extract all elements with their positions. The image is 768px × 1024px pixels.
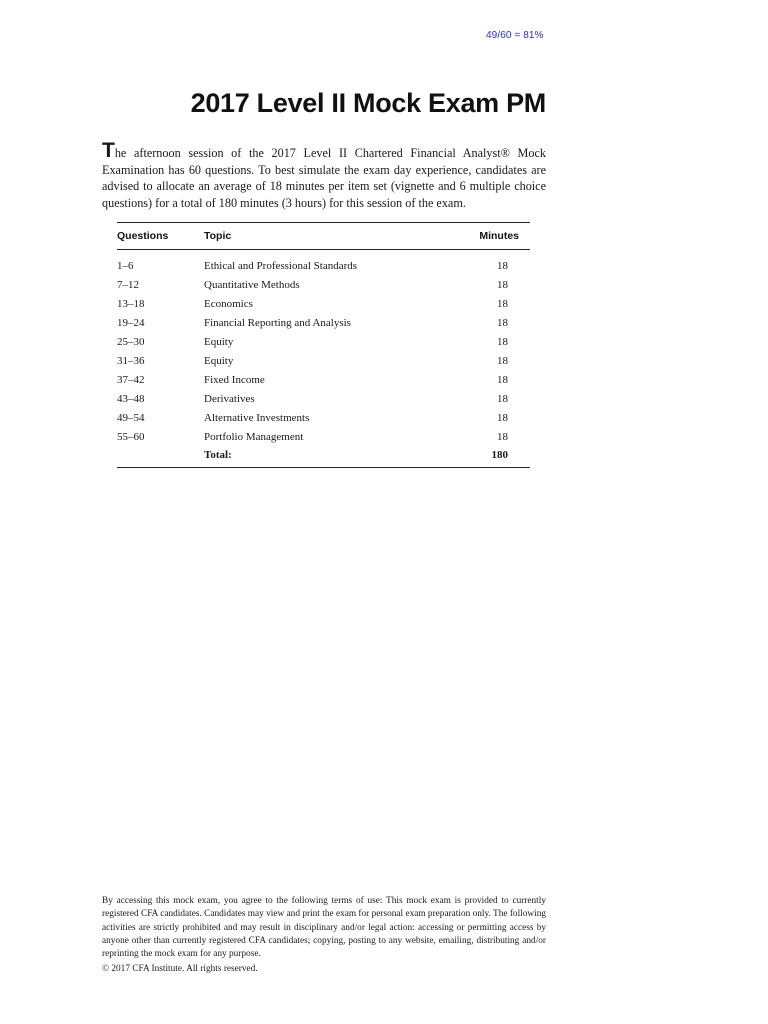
total-minutes: 180 <box>491 449 508 461</box>
header-questions: Questions <box>117 230 169 242</box>
table-header-row <box>117 223 530 250</box>
score-annotation: 49/60 = 81% <box>486 30 544 41</box>
cell-minutes: 18 <box>497 297 508 310</box>
cell-minutes: 18 <box>497 373 508 386</box>
table-row <box>117 370 530 389</box>
table-row <box>117 332 530 351</box>
page-title: 2017 Level II Mock Exam PM <box>190 88 546 118</box>
cell-minutes: 18 <box>497 259 508 272</box>
cell-minutes: 18 <box>497 316 508 329</box>
intro-paragraph <box>102 139 546 211</box>
cell-minutes: 18 <box>497 392 508 405</box>
header-minutes: Minutes <box>479 230 519 242</box>
cell-topic: Fixed Income <box>204 373 265 386</box>
cell-questions: 19–24 <box>117 316 145 329</box>
cell-questions: 1–6 <box>117 259 134 272</box>
table-row <box>117 427 530 446</box>
table-row <box>117 389 530 408</box>
cell-topic: Portfolio Management <box>204 430 304 443</box>
table-row <box>117 250 530 276</box>
table-row <box>117 351 530 370</box>
table-row <box>117 408 530 427</box>
cell-topic: Equity <box>204 354 234 367</box>
terms-of-use: By accessing this mock exam, you agree to the following terms of use: This mock exam is provided to currently registered CFA candidates. Candidates may view and print the exam for personal exam preparation only. The following activities are strictly prohibited and may result in disciplinary and/or legal action: accessing or permitting access by anyone other than currently registered CFA candidates; copying, posting to any website, emailing, distributing and/or reprinting the mock exam for any purpose. <box>102 896 546 960</box>
cell-minutes: 18 <box>497 354 508 367</box>
cell-minutes: 18 <box>497 335 508 348</box>
intro-dropcap: T <box>102 139 115 162</box>
cell-topic: Economics <box>204 297 253 310</box>
cell-topic: Ethical and Professional Standards <box>204 259 358 272</box>
header-topic: Topic <box>204 230 232 242</box>
cell-questions: 13–18 <box>117 297 145 310</box>
cell-questions: 37–42 <box>117 373 145 386</box>
cell-minutes: 18 <box>497 411 508 424</box>
cell-questions: 49–54 <box>117 411 145 424</box>
cell-topic: Alternative Investments <box>204 411 310 424</box>
cell-topic: Quantitative Methods <box>204 278 300 291</box>
table-total-row <box>117 446 530 468</box>
cell-questions: 55–60 <box>117 430 145 443</box>
cell-minutes: 18 <box>497 278 508 291</box>
cell-topic: Equity <box>204 335 234 348</box>
copyright-notice: © 2017 CFA Institute. All rights reserved. <box>102 964 258 974</box>
intro-text: he afternoon session of the 2017 Level II Chartered Financial Analyst® Mock Examination has 60 questions. To best simulate the exam day experience, candidates are advised to allocate an average of 18 minutes per item set (vignette and 6 multiple choice questions) for a total of 180 minutes (3 hours) for this session of the exam. <box>102 146 546 210</box>
cell-questions: 7–12 <box>117 278 139 291</box>
table-row <box>117 294 530 313</box>
cell-questions: 31–36 <box>117 354 145 367</box>
exam-schedule-table <box>117 222 530 468</box>
cell-topic: Financial Reporting and Analysis <box>204 316 351 329</box>
cell-minutes: 18 <box>497 430 508 443</box>
cell-topic: Derivatives <box>204 392 255 405</box>
total-label: Total: <box>204 449 232 461</box>
cell-questions: 43–48 <box>117 392 145 405</box>
cell-questions: 25–30 <box>117 335 145 348</box>
table-row <box>117 313 530 332</box>
table-row <box>117 275 530 294</box>
cell-total-empty <box>117 446 204 468</box>
